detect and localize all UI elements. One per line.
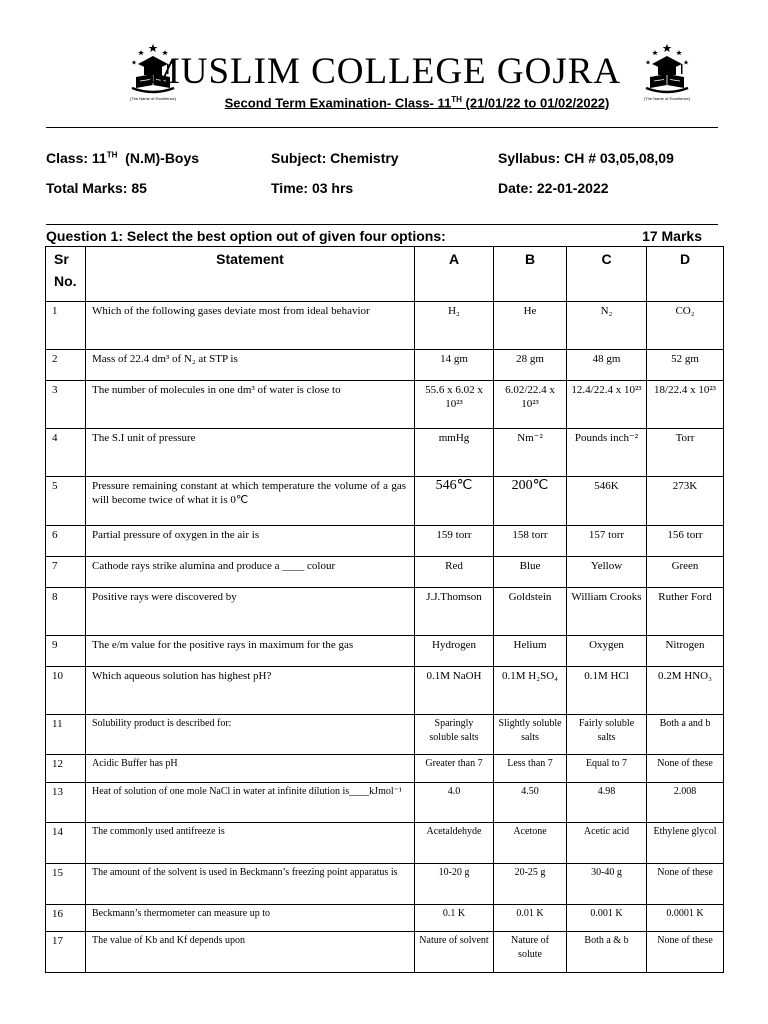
option-b: Helium: [494, 636, 567, 667]
option-d: Ethylene glycol: [647, 823, 724, 864]
row-statement: The amount of the solvent is used in Beckmann’s freezing point apparatus is: [86, 864, 415, 905]
subject-info: Subject: Chemistry: [271, 150, 399, 166]
option-a: 0.1M NaOH: [415, 667, 494, 715]
option-a: 14 gm: [415, 350, 494, 381]
option-b: Nature of solute: [494, 932, 567, 973]
table-row: [46, 905, 724, 932]
option-d: Both a and b: [647, 715, 724, 755]
option-d: 18/22.4 x 10²³: [647, 381, 724, 429]
option-d: CO₂: [647, 302, 724, 350]
table-row: [46, 667, 724, 715]
class-sup: TH: [106, 150, 118, 160]
option-c: Yellow: [567, 557, 647, 588]
time-info: Time: 03 hrs: [271, 180, 354, 196]
table-row: [46, 755, 724, 783]
option-c: 0.001 K: [567, 905, 647, 932]
row-statement: The e/m value for the positive rays in maximum for the gas: [86, 636, 415, 667]
option-b: 4.50: [494, 783, 567, 823]
option-b: Acetone: [494, 823, 567, 864]
option-d: 52 gm: [647, 350, 724, 381]
option-c: Fairly soluble salts: [567, 715, 647, 755]
option-c: 30-40 g: [567, 864, 647, 905]
option-c: 4.98: [567, 783, 647, 823]
option-a: Red: [415, 557, 494, 588]
row-number: 5: [46, 477, 86, 526]
option-a: Acetaldehyde: [415, 823, 494, 864]
class-main: Class: 11: [46, 150, 107, 166]
table-row: [46, 783, 724, 823]
row-number: 4: [46, 429, 86, 477]
total-marks-info: Total Marks: 85: [46, 180, 147, 196]
row-statement: Cathode rays strike alumina and produce a ____ colour: [86, 557, 415, 588]
row-statement: Beckmann’s thermometer can measure up to: [86, 905, 415, 932]
svg-text:(The Name of Excellence): (The Name of Excellence): [129, 96, 177, 101]
exam-subtitle: [0, 95, 768, 110]
divider-top: [46, 127, 718, 128]
option-c: Acetic acid: [567, 823, 647, 864]
table-row: [46, 381, 724, 429]
option-c: Both a & b: [567, 932, 647, 973]
option-c: 12.4/22.4 x 10²³: [567, 381, 647, 429]
option-c: Oxygen: [567, 636, 647, 667]
date-info: Date: 22-01-2022: [498, 180, 609, 196]
svg-text:(The Name of Excellence): (The Name of Excellence): [643, 96, 691, 101]
option-d: Ruther Ford: [647, 588, 724, 636]
option-c: 546K: [567, 477, 647, 526]
table-row: [46, 932, 724, 973]
question-marks: 17 Marks: [642, 228, 702, 244]
header-c: C: [567, 247, 647, 302]
header-b: B: [494, 247, 567, 302]
option-b: 0.01 K: [494, 905, 567, 932]
question-heading: [46, 228, 702, 244]
row-number: 2: [46, 350, 86, 381]
option-b: Nm⁻²: [494, 429, 567, 477]
option-b: 28 gm: [494, 350, 567, 381]
option-b: 0.1M H₂SO₄: [494, 667, 567, 715]
row-number: 3: [46, 381, 86, 429]
option-c: N₂: [567, 302, 647, 350]
table-header-row: [46, 247, 724, 302]
option-a: 4.0: [415, 783, 494, 823]
row-statement: Which aqueous solution has highest pH?: [86, 667, 415, 715]
table-row: [46, 350, 724, 381]
row-statement: Heat of solution of one mole NaCl in water at infinite dilution is____kJmol⁻¹: [86, 783, 415, 823]
option-d: 156 torr: [647, 526, 724, 557]
option-b: Blue: [494, 557, 567, 588]
table-row: [46, 429, 724, 477]
option-c: 0.1M HCl: [567, 667, 647, 715]
row-number: 1: [46, 302, 86, 350]
option-a: J.J.Thomson: [415, 588, 494, 636]
class-rest: (N.M)-Boys: [117, 150, 200, 166]
option-d: 0.2M HNO₃: [647, 667, 724, 715]
option-d: 0.0001 K: [647, 905, 724, 932]
row-statement: The number of molecules in one dm³ of water is close to: [86, 381, 415, 429]
table-row: [46, 477, 724, 526]
header-a: A: [415, 247, 494, 302]
header-sr: [46, 247, 86, 302]
header-no-label: No.: [54, 273, 77, 289]
option-c: Pounds inch⁻²: [567, 429, 647, 477]
row-statement: The S.I unit of pressure: [86, 429, 415, 477]
table-row: [46, 557, 724, 588]
option-d: 2.008: [647, 783, 724, 823]
row-statement: Positive rays were discovered by: [86, 588, 415, 636]
option-b: 200℃: [494, 477, 567, 526]
row-number: 10: [46, 667, 86, 715]
row-number: 11: [46, 715, 86, 755]
table-row: [46, 526, 724, 557]
table-row: [46, 823, 724, 864]
exam-subtitle-sup: TH: [451, 95, 462, 104]
header-sr-label: Sr: [54, 251, 69, 267]
option-b: 6.02/22.4 x 10²³: [494, 381, 567, 429]
option-d: None of these: [647, 755, 724, 783]
row-number: 6: [46, 526, 86, 557]
option-a: 159 torr: [415, 526, 494, 557]
row-statement: The value of Kb and Kf depends upon: [86, 932, 415, 973]
row-statement: Mass of 22.4 dm³ of N₂ at STP is: [86, 350, 415, 381]
header-statement: Statement: [86, 247, 415, 302]
option-b: Slightly soluble salts: [494, 715, 567, 755]
row-number: 14: [46, 823, 86, 864]
table-row: [46, 302, 724, 350]
college-title: MUSLIM COLLEGE GOJRA: [146, 51, 622, 92]
row-statement: Partial pressure of oxygen in the air is: [86, 526, 415, 557]
option-a: Sparingly soluble salts: [415, 715, 494, 755]
option-a: Hydrogen: [415, 636, 494, 667]
row-statement: The commonly used antifreeze is: [86, 823, 415, 864]
option-d: 273K: [647, 477, 724, 526]
option-b: Less than 7: [494, 755, 567, 783]
exam-subtitle-dates: (21/01/22 to 01/02/2022): [461, 95, 610, 111]
row-statement: Acidic Buffer has pH: [86, 755, 415, 783]
option-b: 158 torr: [494, 526, 567, 557]
option-b: He: [494, 302, 567, 350]
class-info: [46, 150, 199, 166]
row-number: 9: [46, 636, 86, 667]
option-a: 0.1 K: [415, 905, 494, 932]
table-row: [46, 588, 724, 636]
row-statement: Which of the following gases deviate most from ideal behavior: [86, 302, 415, 350]
table-row: [46, 864, 724, 905]
table-row: [46, 636, 724, 667]
option-b: 20-25 g: [494, 864, 567, 905]
option-c: 157 torr: [567, 526, 647, 557]
divider-bottom: [46, 224, 718, 225]
row-number: 12: [46, 755, 86, 783]
row-statement: Pressure remaining constant at which temperature the volume of a gas will become twice of what it is 0℃: [86, 477, 415, 526]
row-number: 13: [46, 783, 86, 823]
option-c: 48 gm: [567, 350, 647, 381]
option-d: None of these: [647, 864, 724, 905]
option-c: William Crooks: [567, 588, 647, 636]
row-number: 16: [46, 905, 86, 932]
syllabus-info: Syllabus: CH # 03,05,08,09: [498, 150, 674, 166]
option-a: Greater than 7: [415, 755, 494, 783]
option-a: Nature of solvent: [415, 932, 494, 973]
row-number: 8: [46, 588, 86, 636]
row-number: 15: [46, 864, 86, 905]
option-a: 10-20 g: [415, 864, 494, 905]
option-d: None of these: [647, 932, 724, 973]
option-d: Torr: [647, 429, 724, 477]
option-a: 55.6 x 6.02 x 10²³: [415, 381, 494, 429]
header-d: D: [647, 247, 724, 302]
exam-subtitle-main: Second Term Examination- Class- 11: [224, 95, 452, 111]
option-d: Green: [647, 557, 724, 588]
table-row: [46, 715, 724, 755]
question-title: Question 1: Select the best option out of given four options:: [46, 228, 446, 244]
option-a: 546℃: [415, 477, 494, 526]
row-number: 17: [46, 932, 86, 973]
mcq-table: [45, 246, 724, 973]
option-d: Nitrogen: [647, 636, 724, 667]
option-a: mmHg: [415, 429, 494, 477]
row-statement: Solubility product is described for:: [86, 715, 415, 755]
row-number: 7: [46, 557, 86, 588]
option-b: Goldstein: [494, 588, 567, 636]
option-c: Equal to 7: [567, 755, 647, 783]
option-a: H₂: [415, 302, 494, 350]
